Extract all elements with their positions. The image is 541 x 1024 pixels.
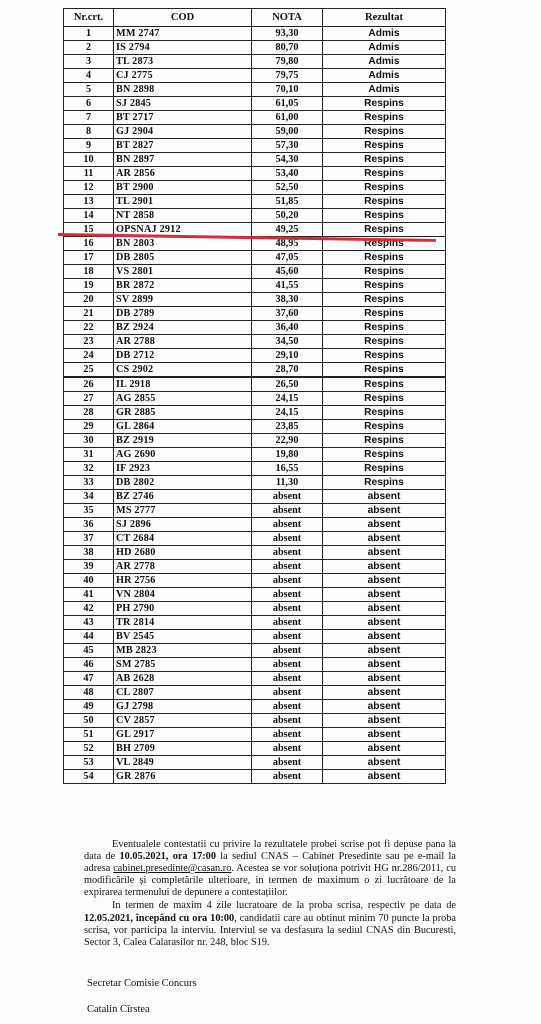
cell-nota: absent xyxy=(252,532,323,546)
cell-cod: GR 2876 xyxy=(114,770,252,784)
table-row xyxy=(64,392,446,406)
cell-cod: DB 2802 xyxy=(114,476,252,490)
cell-cod: CS 2902 xyxy=(114,363,252,378)
cell-rezultat: absent xyxy=(323,602,446,616)
cell-cod: MM 2747 xyxy=(114,27,252,41)
cell-nr: 17 xyxy=(64,251,114,265)
table-row xyxy=(64,672,446,686)
table-row xyxy=(64,574,446,588)
table-row xyxy=(64,363,446,378)
cell-rezultat: absent xyxy=(323,504,446,518)
cell-cod: CJ 2775 xyxy=(114,69,252,83)
cell-cod: AR 2856 xyxy=(114,167,252,181)
cell-rezultat: absent xyxy=(323,546,446,560)
table-row xyxy=(64,504,446,518)
table-row xyxy=(64,532,446,546)
cell-cod: PH 2790 xyxy=(114,602,252,616)
table-row xyxy=(64,41,446,55)
table-row xyxy=(64,265,446,279)
cell-rezultat: absent xyxy=(323,658,446,672)
cell-cod: BT 2900 xyxy=(114,181,252,195)
cell-nota: 80,70 xyxy=(252,41,323,55)
cell-cod: SJ 2845 xyxy=(114,97,252,111)
cell-nota: 93,30 xyxy=(252,27,323,41)
table-row xyxy=(64,742,446,756)
table-row xyxy=(64,476,446,490)
cell-rezultat: Respins xyxy=(323,181,446,195)
cell-cod: GL 2864 xyxy=(114,420,252,434)
cell-cod: BT 2717 xyxy=(114,111,252,125)
cell-nota: 79,75 xyxy=(252,69,323,83)
email-link[interactable]: cabinet.presedinte@casan.ro xyxy=(113,863,232,875)
cell-nr: 50 xyxy=(64,714,114,728)
cell-cod: CL 2807 xyxy=(114,686,252,700)
cell-nota: 57,30 xyxy=(252,139,323,153)
cell-nota: 45,60 xyxy=(252,265,323,279)
table-row xyxy=(64,55,446,69)
cell-nota: 34,50 xyxy=(252,335,323,349)
cell-nota: absent xyxy=(252,658,323,672)
table-body xyxy=(64,27,446,784)
cell-rezultat: Respins xyxy=(323,462,446,476)
cell-nota: 26,50 xyxy=(252,377,323,392)
cell-rezultat: Respins xyxy=(323,307,446,321)
cell-nota: 28,70 xyxy=(252,363,323,378)
cell-nota: absent xyxy=(252,672,323,686)
table-row xyxy=(64,251,446,265)
cell-rezultat: Respins xyxy=(323,377,446,392)
contestation-paragraph: Eventualele contestatii cu privire la rezultatele probei scrise pot fi depuse pana la data de 10.05.2021, ora 17:00 la sediul CNAS – Cabinet Presedinte sau pe e-mail la adresa cabinet.presedinte@casan.ro. Acestea se vor soluționa potrivit HG nr.286/2011, cu modificările și completările ulterioare, in termen de maximum o zi lucrătoare de la expirarea termenului de depunere a contestațiilor. xyxy=(84,839,457,899)
cell-nr: 51 xyxy=(64,728,114,742)
table-row xyxy=(64,462,446,476)
cell-nr: 30 xyxy=(64,434,114,448)
cell-rezultat: Respins xyxy=(323,321,446,335)
cell-rezultat: Respins xyxy=(323,139,446,153)
cell-nota: 47,05 xyxy=(252,251,323,265)
cell-cod: BH 2709 xyxy=(114,742,252,756)
cell-rezultat: Respins xyxy=(323,448,446,462)
cell-cod: VS 2801 xyxy=(114,265,252,279)
cell-rezultat: absent xyxy=(323,518,446,532)
cell-rezultat: Admis xyxy=(323,83,446,97)
cell-nr: 9 xyxy=(64,139,114,153)
cell-nr: 26 xyxy=(64,377,114,392)
cell-rezultat: Respins xyxy=(323,363,446,378)
table-row xyxy=(64,335,446,349)
cell-nr: 44 xyxy=(64,630,114,644)
table-row xyxy=(64,181,446,195)
table-row xyxy=(64,756,446,770)
cell-rezultat: Respins xyxy=(323,420,446,434)
cell-rezultat: Respins xyxy=(323,476,446,490)
cell-nota: absent xyxy=(252,742,323,756)
cell-rezultat: absent xyxy=(323,756,446,770)
table-row xyxy=(64,434,446,448)
cell-nota: absent xyxy=(252,686,323,700)
cell-rezultat: Respins xyxy=(323,335,446,349)
cell-rezultat: Admis xyxy=(323,41,446,55)
table-row xyxy=(64,602,446,616)
cell-cod: GJ 2904 xyxy=(114,125,252,139)
cell-nr: 45 xyxy=(64,644,114,658)
cell-rezultat: absent xyxy=(323,686,446,700)
cell-nr: 10 xyxy=(64,153,114,167)
table-row xyxy=(64,377,446,392)
cell-rezultat: absent xyxy=(323,616,446,630)
cell-nr: 22 xyxy=(64,321,114,335)
cell-nr: 38 xyxy=(64,546,114,560)
table-row xyxy=(64,714,446,728)
table-row xyxy=(64,728,446,742)
results-table xyxy=(63,8,446,784)
cell-nr: 53 xyxy=(64,756,114,770)
cell-nr: 23 xyxy=(64,335,114,349)
table-row xyxy=(64,167,446,181)
cell-nota: 54,30 xyxy=(252,153,323,167)
cell-rezultat: absent xyxy=(323,770,446,784)
table-header xyxy=(64,9,446,27)
cell-cod: TR 2814 xyxy=(114,616,252,630)
cell-nr: 11 xyxy=(64,167,114,181)
cell-rezultat: Respins xyxy=(323,153,446,167)
cell-nr: 37 xyxy=(64,532,114,546)
table-row xyxy=(64,546,446,560)
cell-nr: 21 xyxy=(64,307,114,321)
cell-cod: GL 2917 xyxy=(114,728,252,742)
cell-cod: IS 2794 xyxy=(114,41,252,55)
cell-nr: 6 xyxy=(64,97,114,111)
table-row xyxy=(64,83,446,97)
cell-cod: BZ 2746 xyxy=(114,490,252,504)
table-row xyxy=(64,644,446,658)
cell-nota: 37,60 xyxy=(252,307,323,321)
interview-paragraph: In termen de maxim 4 zile lucratoare de la proba scrisa, respectiv pe data de 12.05.2021, începând cu ora 10:00, candidatii care au obtinut minim 70 puncte la proba scrisa, vor participa la interviu. Interviul se va desfasura la sediul CNAS din Bucuresti, Sector 3, Calea Calarasilor nr. 248, bloc S19. xyxy=(84,900,457,948)
cell-cod: OPSNAJ 2912 xyxy=(114,223,252,237)
cell-cod: BN 2897 xyxy=(114,153,252,167)
cell-nr: 40 xyxy=(64,574,114,588)
cell-cod: NT 2858 xyxy=(114,209,252,223)
cell-nr: 8 xyxy=(64,125,114,139)
cell-rezultat: Respins xyxy=(323,223,446,237)
table-row xyxy=(64,686,446,700)
cell-nota: 61,00 xyxy=(252,111,323,125)
cell-nr: 33 xyxy=(64,476,114,490)
cell-nota: 53,40 xyxy=(252,167,323,181)
cell-rezultat: Respins xyxy=(323,125,446,139)
cell-nota: 11,30 xyxy=(252,476,323,490)
header-cod: COD xyxy=(114,9,252,27)
cell-rezultat: Respins xyxy=(323,279,446,293)
cell-rezultat: absent xyxy=(323,672,446,686)
cell-nr: 35 xyxy=(64,504,114,518)
table-row xyxy=(64,139,446,153)
cell-rezultat: Respins xyxy=(323,392,446,406)
cell-nota: absent xyxy=(252,518,323,532)
cell-cod: BR 2872 xyxy=(114,279,252,293)
cell-nr: 13 xyxy=(64,195,114,209)
cell-nota: 36,40 xyxy=(252,321,323,335)
cell-rezultat: Admis xyxy=(323,69,446,83)
cell-nota: 38,30 xyxy=(252,293,323,307)
cell-nota: 19,80 xyxy=(252,448,323,462)
cell-rezultat: absent xyxy=(323,532,446,546)
cell-nr: 19 xyxy=(64,279,114,293)
header-nota: NOTA xyxy=(252,9,323,27)
table-row xyxy=(64,279,446,293)
cell-rezultat: Admis xyxy=(323,27,446,41)
cell-nr: 28 xyxy=(64,406,114,420)
cell-rezultat: absent xyxy=(323,714,446,728)
cell-cod: BZ 2924 xyxy=(114,321,252,335)
cell-rezultat: absent xyxy=(323,588,446,602)
cell-nota: 16,55 xyxy=(252,462,323,476)
cell-cod: HR 2756 xyxy=(114,574,252,588)
table-row xyxy=(64,209,446,223)
cell-nota: absent xyxy=(252,616,323,630)
cell-cod: DB 2805 xyxy=(114,251,252,265)
cell-nota: 24,15 xyxy=(252,406,323,420)
cell-nr: 39 xyxy=(64,560,114,574)
cell-rezultat: absent xyxy=(323,644,446,658)
cell-rezultat: Respins xyxy=(323,265,446,279)
cell-nota: absent xyxy=(252,574,323,588)
cell-nr: 7 xyxy=(64,111,114,125)
cell-nota: 52,50 xyxy=(252,181,323,195)
cell-rezultat: absent xyxy=(323,630,446,644)
cell-nr: 27 xyxy=(64,392,114,406)
cell-nr: 5 xyxy=(64,83,114,97)
cell-cod: SJ 2896 xyxy=(114,518,252,532)
cell-nr: 15 xyxy=(64,223,114,237)
cell-cod: AB 2628 xyxy=(114,672,252,686)
table-row xyxy=(64,448,446,462)
cell-cod: TL 2873 xyxy=(114,55,252,69)
table-row xyxy=(64,307,446,321)
cell-nota: 22,90 xyxy=(252,434,323,448)
cell-nr: 2 xyxy=(64,41,114,55)
cell-nota: absent xyxy=(252,560,323,574)
cell-nr: 41 xyxy=(64,588,114,602)
cell-nr: 18 xyxy=(64,265,114,279)
cell-nota: 23,85 xyxy=(252,420,323,434)
table-row xyxy=(64,588,446,602)
cell-nota: absent xyxy=(252,630,323,644)
cell-nota: absent xyxy=(252,546,323,560)
cell-cod: IL 2918 xyxy=(114,377,252,392)
table-row xyxy=(64,770,446,784)
cell-nota: absent xyxy=(252,728,323,742)
cell-nr: 47 xyxy=(64,672,114,686)
cell-rezultat: Respins xyxy=(323,237,446,251)
cell-rezultat: absent xyxy=(323,574,446,588)
signatory-name: Catalin Cîrstea xyxy=(87,1004,150,1015)
table-row xyxy=(64,27,446,41)
cell-cod: TL 2901 xyxy=(114,195,252,209)
cell-nota: absent xyxy=(252,588,323,602)
cell-nr: 3 xyxy=(64,55,114,69)
cell-nr: 42 xyxy=(64,602,114,616)
cell-rezultat: Admis xyxy=(323,55,446,69)
cell-cod: BN 2898 xyxy=(114,83,252,97)
cell-rezultat: Respins xyxy=(323,195,446,209)
cell-cod: AG 2855 xyxy=(114,392,252,406)
cell-nr: 48 xyxy=(64,686,114,700)
table-row xyxy=(64,321,446,335)
cell-rezultat: absent xyxy=(323,728,446,742)
cell-nota: absent xyxy=(252,770,323,784)
header-rezultat: Rezultat xyxy=(323,9,446,27)
cell-cod: AR 2778 xyxy=(114,560,252,574)
cell-cod: AG 2690 xyxy=(114,448,252,462)
cell-cod: SM 2785 xyxy=(114,658,252,672)
cell-nota: 70,10 xyxy=(252,83,323,97)
table-row xyxy=(64,97,446,111)
cell-nota: absent xyxy=(252,602,323,616)
table-row xyxy=(64,616,446,630)
cell-nr: 29 xyxy=(64,420,114,434)
cell-nota: 51,85 xyxy=(252,195,323,209)
cell-rezultat: absent xyxy=(323,742,446,756)
cell-nr: 49 xyxy=(64,700,114,714)
cell-nr: 1 xyxy=(64,27,114,41)
cell-rezultat: Respins xyxy=(323,97,446,111)
cell-nota: 41,55 xyxy=(252,279,323,293)
table-row xyxy=(64,406,446,420)
cell-nr: 25 xyxy=(64,363,114,378)
signatory-title: Secretar Comisie Concurs xyxy=(87,978,197,989)
cell-nota: 79,80 xyxy=(252,55,323,69)
cell-nota: 48,95 xyxy=(252,237,323,251)
cell-rezultat: Respins xyxy=(323,349,446,363)
cell-cod: VL 2849 xyxy=(114,756,252,770)
cell-cod: BV 2545 xyxy=(114,630,252,644)
table-row xyxy=(64,490,446,504)
cell-nr: 32 xyxy=(64,462,114,476)
cell-rezultat: Respins xyxy=(323,111,446,125)
cell-cod: AR 2788 xyxy=(114,335,252,349)
table-row xyxy=(64,518,446,532)
header-nr: Nr.crt. xyxy=(64,9,114,27)
cell-cod: IF 2923 xyxy=(114,462,252,476)
cell-nota: absent xyxy=(252,490,323,504)
cell-nr: 54 xyxy=(64,770,114,784)
cell-nota: absent xyxy=(252,714,323,728)
cell-nota: absent xyxy=(252,700,323,714)
cell-nota: 24,15 xyxy=(252,392,323,406)
cell-nr: 46 xyxy=(64,658,114,672)
cell-nr: 4 xyxy=(64,69,114,83)
cell-cod: BT 2827 xyxy=(114,139,252,153)
table-row xyxy=(64,153,446,167)
cell-rezultat: absent xyxy=(323,700,446,714)
cell-cod: CT 2684 xyxy=(114,532,252,546)
cell-rezultat: Respins xyxy=(323,209,446,223)
cell-nota: absent xyxy=(252,756,323,770)
cell-nr: 31 xyxy=(64,448,114,462)
cell-cod: HD 2680 xyxy=(114,546,252,560)
notes-block xyxy=(84,839,456,950)
cell-nota: 50,20 xyxy=(252,209,323,223)
cell-nr: 52 xyxy=(64,742,114,756)
table-row xyxy=(64,69,446,83)
cell-nr: 43 xyxy=(64,616,114,630)
cell-cod: GR 2885 xyxy=(114,406,252,420)
cell-nr: 34 xyxy=(64,490,114,504)
cell-rezultat: absent xyxy=(323,560,446,574)
cell-rezultat: Respins xyxy=(323,406,446,420)
cell-cod: VN 2804 xyxy=(114,588,252,602)
cell-rezultat: Respins xyxy=(323,434,446,448)
table-row xyxy=(64,293,446,307)
cell-nota: 49,25 xyxy=(252,223,323,237)
cell-nr: 24 xyxy=(64,349,114,363)
cell-rezultat: Respins xyxy=(323,251,446,265)
cell-nr: 12 xyxy=(64,181,114,195)
cell-nr: 36 xyxy=(64,518,114,532)
cell-nota: 61,05 xyxy=(252,97,323,111)
table-row xyxy=(64,630,446,644)
cell-rezultat: Respins xyxy=(323,167,446,181)
cell-nr: 14 xyxy=(64,209,114,223)
table-row xyxy=(64,111,446,125)
cell-nota: absent xyxy=(252,504,323,518)
table-row xyxy=(64,125,446,139)
table-row xyxy=(64,195,446,209)
cell-cod: BN 2803 xyxy=(114,237,252,251)
cell-nota: 59,00 xyxy=(252,125,323,139)
cell-cod: DB 2789 xyxy=(114,307,252,321)
table-row xyxy=(64,349,446,363)
table-row xyxy=(64,560,446,574)
cell-cod: GJ 2798 xyxy=(114,700,252,714)
cell-cod: CV 2857 xyxy=(114,714,252,728)
cell-nota: 29,10 xyxy=(252,349,323,363)
cell-nr: 20 xyxy=(64,293,114,307)
cell-rezultat: Respins xyxy=(323,293,446,307)
table-row xyxy=(64,700,446,714)
cell-nota: absent xyxy=(252,644,323,658)
cell-rezultat: absent xyxy=(323,490,446,504)
cell-cod: SV 2899 xyxy=(114,293,252,307)
cell-cod: MS 2777 xyxy=(114,504,252,518)
cell-cod: DB 2712 xyxy=(114,349,252,363)
cell-nr: 16 xyxy=(64,237,114,251)
cell-cod: MB 2823 xyxy=(114,644,252,658)
cell-cod: BZ 2919 xyxy=(114,434,252,448)
table-row xyxy=(64,658,446,672)
table-row xyxy=(64,420,446,434)
